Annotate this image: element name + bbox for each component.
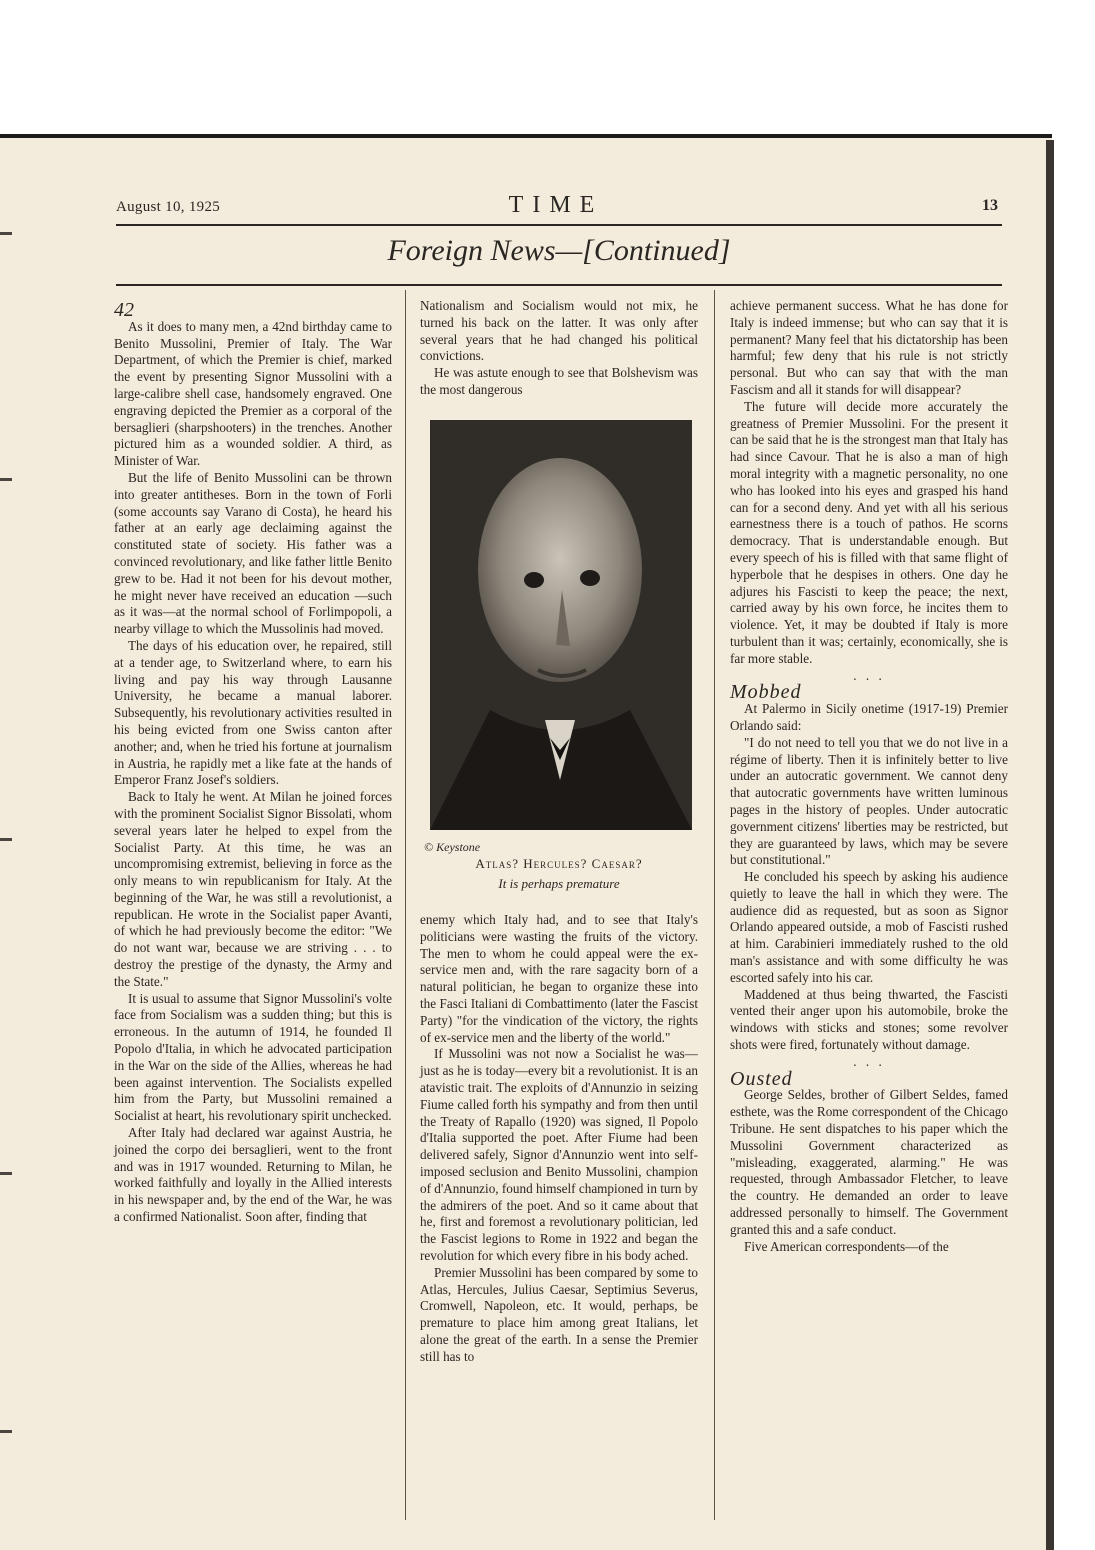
photo-subcaption: It is perhaps premature: [498, 876, 620, 891]
section-separator: . . .: [853, 1053, 885, 1069]
running-head: [116, 192, 1008, 220]
paragraph: The future will decide more accurately the greatness of Premier Mussolini. For the present it can be said that he is the strongest man that Italy has had since Cavour. That he is also a man of high moral integrity with a magnetic personality, no one who has looked into his eyes and grasped his hand can for a second deny. And yet with all his serious earnestness there is a touch of pathos. He scorns democracy. That is understandable enough. But every speech of his is filled with that same flight of hyperbole that he despises in others. One day he adjures his Fascisti to keep the peace; the next, carried away by his own force, he incites them to violence. Yet, it may be doubted if Italy is more turbulent than it was; certainly, economically, she is far more stable.: [730, 398, 1008, 666]
paragraph: Back to Italy he went. At Milan he joined forces with the prominent Socialist Signor Bissolati, whom several years later he helped to expel from the Socialist Party. At this time, he was an uncompromising extremist, believing in force as the only means to win republicanism for Italy. At the beginning of the War, he was still a revolutionist, a republican. He wrote in the Socialist paper Avanti, of which he had previously become the editor: "We do not want war, because we are striving . . . to destroy the prestige of the dynasty, the Army and the State.": [114, 789, 392, 989]
paragraph: "I do not need to tell you that we do not live in a régime of liberty. Then it is infinitely better to live under an autocratic government. We cannot deny that autocratic governments have written luminous pages in the history of peoples. Under autocratic government citizens' liberties may be restricted, but they are guaranteed by laws, which may be severe but constitutional.": [730, 734, 1008, 868]
paragraph: enemy which Italy had, and to see that Italy's politicians were wasting the fruits of the victory. The men to whom he could appeal were the ex-service men and, with the rare sagacity born of a natural politician, he began to organize these into the Fasci Italiani di Combattimento (later the Fascist Party) "for the vindication of the victory, the rights of ex-service men and the liberty of the world.": [420, 912, 698, 1045]
paragraph: Premier Mussolini has been compared by some to Atlas, Hercules, Julius Caesar, Septimius Severus, Cromwell, Napoleon, etc. It would, perhaps, be premature to place him among great Italians, let alone the great of the earth. In a sense the Premier still has to: [420, 1264, 698, 1364]
subheading-mobbed: Mobbed: [730, 681, 802, 704]
photo-credit: © Keystone: [424, 840, 481, 854]
header-rule: [116, 224, 1002, 226]
column-3: [730, 298, 1008, 1255]
column-1: [114, 299, 392, 1226]
margin-mark: [0, 232, 12, 235]
paragraph: After Italy had declared war against Austria, he joined the corpo dei bersaglieri, went to the front and was in 1917 wounded. Returning to Milan, he worked faithfully and loyally in the Allied interests in his newspaper and, by the end of the War, he was a confirmed Nationalist. Soon after, finding that: [114, 1125, 392, 1225]
scan-margin-top: [0, 0, 1095, 134]
paragraph: The days of his education over, he repaired, still at a tender age, to Switzerland where, to earn his living and pay his way through Lausanne University, he became a manual laborer. Subsequently, his revolutionary activities resulted in his being evicted from one Swiss canton after another; and, when he tried his fortune at journalism in Austria, he rapidly met a like fate at the hands of Emperor Franz Josef's soldiers.: [114, 637, 392, 788]
paragraph: If Mussolini was not now a Socialist he was—just as he is today—every bit a revolutionist. It is an atavistic trait. The exploits of d'Annunzio in seizing Fiume called forth his sympathy and from then until the Treaty of Rapallo (1920) was signed, Il Popolo d'Italia supported the poet. After Fiume had been delivered safely, Signor d'Annunzio went into self-imposed seclusion and Benito Mussolini, champion of d'Annunzio, found himself championed in turn by the admirers of the poet. And so it came about that he, first and foremost a revolutionary politician, led the Fascist legions to Rome in 1922 and began the revolution for which every fibre in his body ached.: [420, 1046, 698, 1263]
section-separator: . . .: [853, 667, 885, 683]
paragraph: As it does to many men, a 42nd birthday came to Benito Mussolini, Premier of Italy. The War Department, of which the Premier is chief, marked the event by presenting Signor Mussolini with a large-calibre shell case, handsomely engraved. One engraving depicted the Premier as a corporal of the bersaglieri (sharpshooters) in the trenches. Another pictured him as a wounded soldier. A third, as Minister of War.: [114, 318, 392, 469]
margin-mark: [0, 838, 12, 841]
issue-date: August 10, 1925: [116, 199, 221, 215]
column-2-bottom: [420, 912, 698, 1366]
column-2-top: [420, 298, 698, 399]
page-number: 13: [982, 197, 998, 214]
paragraph: Nationalism and Socialism would not mix, he turned his back on the latter. It was only after several years that he had changed his political convictions.: [420, 298, 698, 364]
binding-edge: [1046, 140, 1054, 1550]
paragraph: Maddened at thus being thwarted, the Fascisti vented their anger upon his automobile, broke the windows with sticks and stones; some revolver shots were fired, fortunately without damage.: [730, 986, 1008, 1053]
paragraph: He was astute enough to see that Bolshevism was the most dangerous: [420, 365, 698, 397]
subheading-ousted: Ousted: [730, 1067, 793, 1090]
article-heading: 42: [114, 299, 134, 321]
photo-caption: Atlas? Hercules? Caesar?: [475, 856, 643, 871]
paragraph: At Palermo in Sicily onetime (1917-19) Premier Orlando said:: [730, 701, 1008, 733]
margin-mark: [0, 1172, 12, 1175]
paragraph: It is usual to assume that Signor Mussolini's volte face from Socialism was a sudden thing; but this is erroneous. In the autumn of 1914, he founded Il Popolo d'Italia, in which he advocated participation in the War on the side of the Allies, whereas he had been against intervention. The Socialists expelled him from the Party, but Mussolini remained a Socialist at heart, his revolutionary spirit unchecked.: [114, 990, 392, 1124]
column-rule: [405, 290, 406, 1520]
paragraph: He concluded his speech by asking his audience quietly to leave the hall in which they were. The audience did as requested, but as soon as Signor Orlando appeared outside, a mob of Fascisti rushed at him. Carabinieri immediately rushed to the old man's assistance and with some difficulty he was escorted safely into his car.: [730, 869, 1008, 985]
section-rule: [116, 284, 1002, 286]
paragraph: Five American correspondents—of the: [744, 1238, 949, 1254]
section-title: Foreign News—[Continued]: [387, 234, 731, 267]
margin-mark: [0, 1430, 12, 1433]
paragraph: But the life of Benito Mussolini can be thrown into greater antitheses. Born in the town of Forli (some accounts say Varano di Costa), he heard his father at an early age declaiming against the constituted state of society. His father was a convinced revolutionary, and like father little Benito grew to be. Had it not been for his devout mother, he might never have received an education —such as it was—at the normal school of Forlimpopoli, a nearby village to which the Mussolinis had moved.: [114, 469, 392, 637]
paragraph: achieve permanent success. What he has done for Italy is indeed immense; but who can say that it is permanent? Many feel that his dictatorship has been harmful; few deny that his rule is not strictly personal. But who can say that with the man Fascism and all it stands for will disappear?: [730, 298, 1008, 397]
paragraph: George Seldes, brother of Gilbert Seldes, famed esthete, was the Rome correspondent of the Chicago Tribune. He sent dispatches to his paper which the Mussolini Government characterized as "misleading, exaggerated, alarming." He was requested, through Ambassador Fletcher, to leave the country. He demanded an order to leave addressed personally to himself. The Government granted this and a safe conduct.: [730, 1087, 1008, 1237]
margin-mark: [0, 478, 12, 481]
portrait-photo: [430, 420, 692, 830]
magazine-title: TIME: [508, 192, 604, 218]
scan-margin-right: [1052, 134, 1095, 1550]
portrait-image: [430, 420, 692, 830]
column-rule: [714, 290, 715, 1520]
